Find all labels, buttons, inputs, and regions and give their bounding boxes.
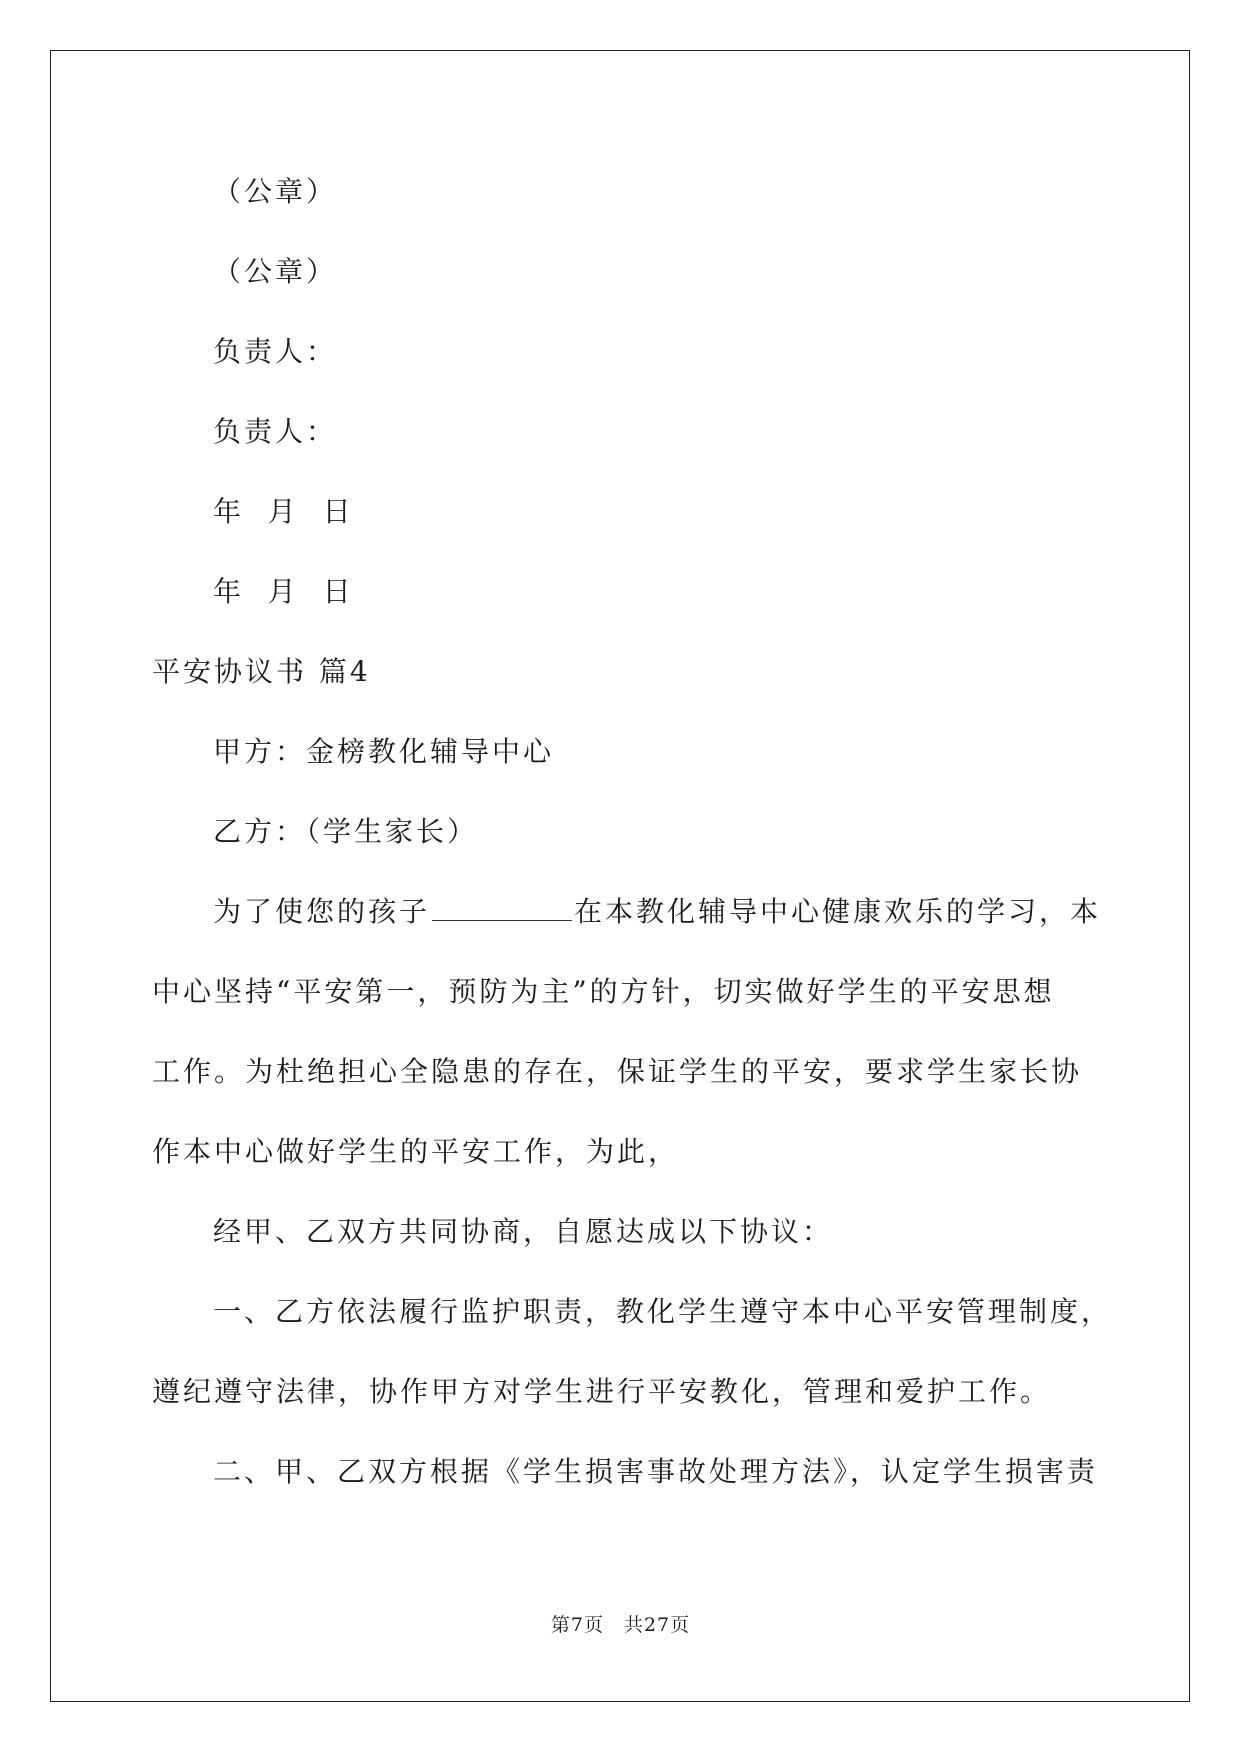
body-paragraph-1-line-4: 作本中心做好学生的平安工作，为此， bbox=[152, 1135, 680, 1168]
body-paragraph-1-line-1 bbox=[213, 892, 1101, 932]
body-paragraph-2: 经甲、乙双方共同协商，自愿达成以下协议： bbox=[213, 1215, 834, 1248]
seal-line-1: （公章） bbox=[213, 175, 338, 208]
child-name-blank bbox=[432, 892, 572, 921]
party-a-line: 甲方：金榜教化辅导中心 bbox=[213, 735, 555, 768]
clause-1-line-2: 遵纪遵守法律，协作甲方对学生进行平安教化，管理和爱护工作。 bbox=[152, 1375, 1052, 1408]
page-footer: 第7页 共27页 bbox=[550, 1614, 691, 1636]
clause-2-line-1: 二、甲、乙双方根据《学生损害事故处理方法》，认定学生损害责 bbox=[213, 1455, 1099, 1488]
body-paragraph-1-line-2: 中心坚持“平安第一，预防为主”的方针，切实做好学生的平安思想 bbox=[152, 975, 1055, 1008]
date-line-1: 年 月 日 bbox=[213, 495, 354, 528]
responsible-person-line-2: 负责人： bbox=[213, 415, 338, 448]
section-heading: 平安协议书 篇4 bbox=[152, 655, 371, 688]
party-b-line: 乙方：（学生家长） bbox=[213, 815, 479, 848]
responsible-person-line-1: 负责人： bbox=[213, 335, 338, 368]
clause-1-line-1: 一、乙方依法履行监护职责，教化学生遵守本中心平安管理制度， bbox=[213, 1295, 1113, 1328]
seal-line-2: （公章） bbox=[213, 255, 338, 288]
body-text-segment: 为了使您的孩子 bbox=[213, 895, 431, 928]
body-paragraph-1-line-3: 工作。为杜绝担心全隐患的存在，保证学生的平安，要求学生家长协 bbox=[152, 1055, 1083, 1088]
body-text-segment: 在本教化辅导中心健康欢乐的学习，本 bbox=[574, 895, 1102, 928]
date-line-2: 年 月 日 bbox=[213, 575, 354, 608]
